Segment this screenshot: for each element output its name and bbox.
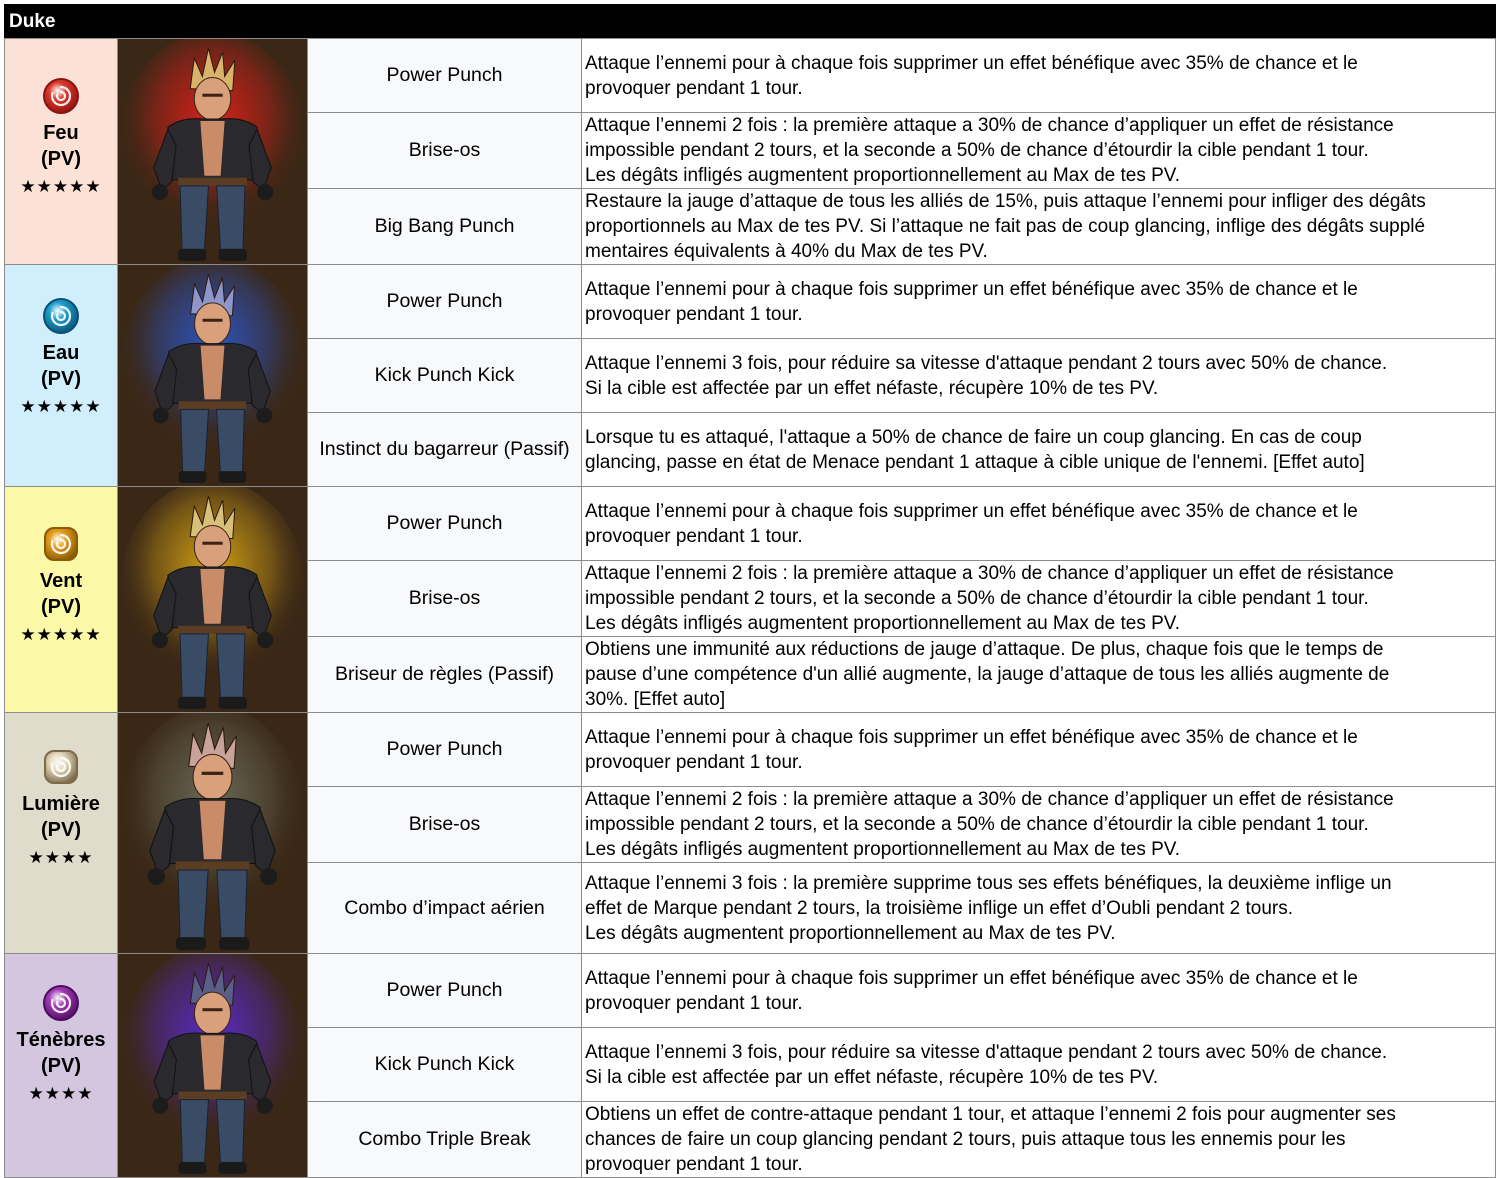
skill-description-line: Attaque l’ennemi pour à chaque fois supprimer un effet bénéfique avec 35% de chance et le xyxy=(585,52,1358,74)
skill-description-line: mentaires équivalents à 40% du Max de tes PV. xyxy=(585,241,988,262)
skill-description-line: provoquer pendant 1 tour. xyxy=(585,77,803,99)
light-element-icon xyxy=(41,747,81,787)
duke-portrait xyxy=(118,265,307,486)
rarity-stars: ★★★★★ xyxy=(20,176,102,196)
skill-row xyxy=(5,713,1496,787)
skill-description xyxy=(582,787,1496,863)
duke-portrait xyxy=(118,713,307,953)
skill-name: Power Punch xyxy=(308,487,582,561)
skill-name: Power Punch xyxy=(308,954,582,1028)
portrait-cell xyxy=(118,265,308,487)
skill-description-line: Les dégâts augmentent proportionnellement au Max de tes PV. xyxy=(585,922,1116,944)
skill-description-line: Attaque l’ennemi 2 fois : la première attaque a 30% de chance d’appliquer un effet de résistance xyxy=(585,563,1394,584)
skill-description-line: 30%. [Effet auto] xyxy=(585,689,726,710)
element-vent-cell xyxy=(5,487,118,713)
skill-description-line: Les dégâts infligés augmentent proportionnellement au Max de tes PV. xyxy=(585,613,1181,634)
element-info xyxy=(5,76,117,200)
skill-description-line: impossible pendant 2 tours, et la seconde a 50% de chance d’étourdir la cible pendant 1 tour. xyxy=(585,588,1369,609)
skill-name: Instinct du bagarreur (Passif) xyxy=(308,413,582,487)
element-stat: (PV) xyxy=(41,595,81,618)
skills-table xyxy=(4,38,1496,1178)
skill-description-line: proportionnels au Max de tes PV. Si l’attaque ne fait pas de coup glancing, inflige des dégâts supplé xyxy=(585,216,1426,237)
rarity-stars: ★★★★ xyxy=(28,1083,94,1103)
skill-description xyxy=(582,1028,1496,1102)
water-element-icon xyxy=(41,296,81,336)
skill-name: Combo Triple Break xyxy=(308,1102,582,1178)
skill-description xyxy=(582,863,1496,954)
duke-portrait xyxy=(118,954,307,1177)
skill-description-line: provoquer pendant 1 tour. xyxy=(585,1154,803,1175)
skill-description-line: Attaque l’ennemi pour à chaque fois supprimer un effet bénéfique avec 35% de chance et le xyxy=(585,500,1358,522)
element-name: Feu xyxy=(43,121,79,144)
duke-portrait xyxy=(118,487,307,712)
skill-row xyxy=(5,487,1496,561)
skill-name: Power Punch xyxy=(308,265,582,339)
skill-row xyxy=(5,39,1496,113)
skill-name: Power Punch xyxy=(308,39,582,113)
sheet-title: Duke xyxy=(4,4,1496,38)
skill-name: Kick Punch Kick xyxy=(308,1028,582,1102)
wind-element-icon xyxy=(41,524,81,564)
skill-description xyxy=(582,265,1496,339)
skill-sheet xyxy=(4,4,1496,1178)
skill-row xyxy=(5,265,1496,339)
skill-description-line: Restaure la jauge d’attaque de tous les alliés de 15%, puis attaque l’ennemi pour infliger des dégâts xyxy=(585,191,1426,212)
skill-name: Brise-os xyxy=(308,561,582,637)
skill-description-line: glancing, passe en état de Menace pendant 1 attaque à cible unique de l'ennemi. [Effet auto] xyxy=(585,451,1365,473)
portrait-cell xyxy=(118,39,308,265)
element-stat: (PV) xyxy=(41,819,81,841)
skill-description-line: Attaque l’ennemi pour à chaque fois supprimer un effet bénéfique avec 35% de chance et le xyxy=(585,726,1358,748)
element-info xyxy=(5,296,117,420)
skill-description xyxy=(582,113,1496,189)
skill-description xyxy=(582,1102,1496,1178)
skill-description-line: effet de Marque pendant 2 tours, la troisième inflige un effet d’Oubli pendant 2 tours. xyxy=(585,897,1294,919)
element-info xyxy=(5,983,117,1107)
skill-description-line: Attaque l’ennemi 2 fois : la première attaque a 30% de chance d’appliquer un effet de résistance xyxy=(585,115,1394,136)
skill-description xyxy=(582,561,1496,637)
skill-description-line: impossible pendant 2 tours, et la seconde a 50% de chance d’étourdir la cible pendant 1 tour. xyxy=(585,140,1369,161)
skill-description-line: Attaque l’ennemi pour à chaque fois supprimer un effet bénéfique avec 35% de chance et le xyxy=(585,278,1358,300)
skill-description-line: provoquer pendant 1 tour. xyxy=(585,525,803,547)
skill-description-line: Attaque l’ennemi 2 fois : la première attaque a 30% de chance d’appliquer un effet de résistance xyxy=(585,789,1394,810)
skill-description xyxy=(582,954,1496,1028)
skill-description-line: Les dégâts infligés augmentent proportionnellement au Max de tes PV. xyxy=(585,165,1181,186)
skill-name: Combo d’impact aérien xyxy=(308,863,582,954)
element-lumiere-cell xyxy=(5,713,118,954)
rarity-stars: ★★★★★ xyxy=(20,396,102,416)
element-feu-cell xyxy=(5,39,118,265)
skill-name: Brise-os xyxy=(308,787,582,863)
skill-name: Brise-os xyxy=(308,113,582,189)
skill-description xyxy=(582,487,1496,561)
skill-description-line: impossible pendant 2 tours, et la seconde a 50% de chance d’étourdir la cible pendant 1 tour. xyxy=(585,814,1369,835)
skill-description xyxy=(582,637,1496,713)
portrait-cell xyxy=(118,713,308,954)
skill-name: Briseur de règles (Passif) xyxy=(308,637,582,713)
rarity-stars: ★★★★ xyxy=(28,848,94,867)
skill-name: Power Punch xyxy=(308,713,582,787)
element-info xyxy=(5,524,117,648)
skill-description-line: Attaque l’ennemi pour à chaque fois supprimer un effet bénéfique avec 35% de chance et le xyxy=(585,967,1358,989)
portrait-cell xyxy=(118,487,308,713)
skill-row xyxy=(5,954,1496,1028)
element-name: Eau xyxy=(42,341,80,364)
skill-description xyxy=(582,189,1496,265)
skill-description-line: Obtiens une immunité aux réductions de jauge d’attaque. De plus, chaque fois que le temps de xyxy=(585,639,1384,660)
skill-description xyxy=(582,413,1496,487)
element-stat: (PV) xyxy=(41,147,81,170)
skill-description-line: Si la cible est affectée par un effet néfaste, récupère 10% de tes PV. xyxy=(585,1066,1159,1088)
skill-description xyxy=(582,39,1496,113)
skill-name: Big Bang Punch xyxy=(308,189,582,265)
element-stat: (PV) xyxy=(41,1054,81,1077)
skill-description-line: provoquer pendant 1 tour. xyxy=(585,303,803,325)
skill-description-line: provoquer pendant 1 tour. xyxy=(585,992,803,1014)
skill-description-line: Si la cible est affectée par un effet néfaste, récupère 10% de tes PV. xyxy=(585,377,1159,399)
duke-portrait xyxy=(118,39,307,264)
skill-description-line: Attaque l’ennemi 3 fois, pour réduire sa vitesse d'attaque pendant 2 tours avec 50% de chance. xyxy=(585,1041,1388,1063)
rarity-stars: ★★★★★ xyxy=(20,624,102,644)
skill-description xyxy=(582,713,1496,787)
skill-description-line: Les dégâts infligés augmentent proportionnellement au Max de tes PV. xyxy=(585,839,1181,860)
portrait-cell xyxy=(118,954,308,1178)
element-name: Vent xyxy=(39,569,83,592)
skill-description-line: Attaque l’ennemi 3 fois : la première supprime tous ses effets bénéfiques, la deuxième inflige un xyxy=(585,872,1392,894)
element-eau-cell xyxy=(5,265,118,487)
skill-description xyxy=(582,339,1496,413)
dark-element-icon xyxy=(41,983,81,1023)
element-info xyxy=(5,747,117,871)
element-tenebres-cell xyxy=(5,954,118,1178)
skill-description-line: Obtiens un effet de contre-attaque pendant 1 tour, et attaque l’ennemi 2 fois pour augmenter ses xyxy=(585,1104,1396,1125)
skill-description-line: chances de faire un coup glancing pendant 2 tours, puis attaque tous les ennemis pour les xyxy=(585,1129,1346,1150)
skill-description-line: Attaque l’ennemi 3 fois, pour réduire sa vitesse d'attaque pendant 2 tours avec 50% de chance. xyxy=(585,352,1388,374)
fire-element-icon xyxy=(41,76,81,116)
skill-description-line: provoquer pendant 1 tour. xyxy=(585,751,803,773)
element-name: Lumière xyxy=(22,793,100,815)
skill-description-line: Lorsque tu es attaqué, l'attaque a 50% de chance de faire un coup glancing. En cas de coup xyxy=(585,426,1362,448)
skill-description-line: pause d’une compétence d'un allié augmente, la jauge d’attaque de tous les alliés augmente de xyxy=(585,664,1390,685)
element-name: Ténèbres xyxy=(16,1028,106,1051)
skill-name: Kick Punch Kick xyxy=(308,339,582,413)
element-stat: (PV) xyxy=(41,367,81,390)
